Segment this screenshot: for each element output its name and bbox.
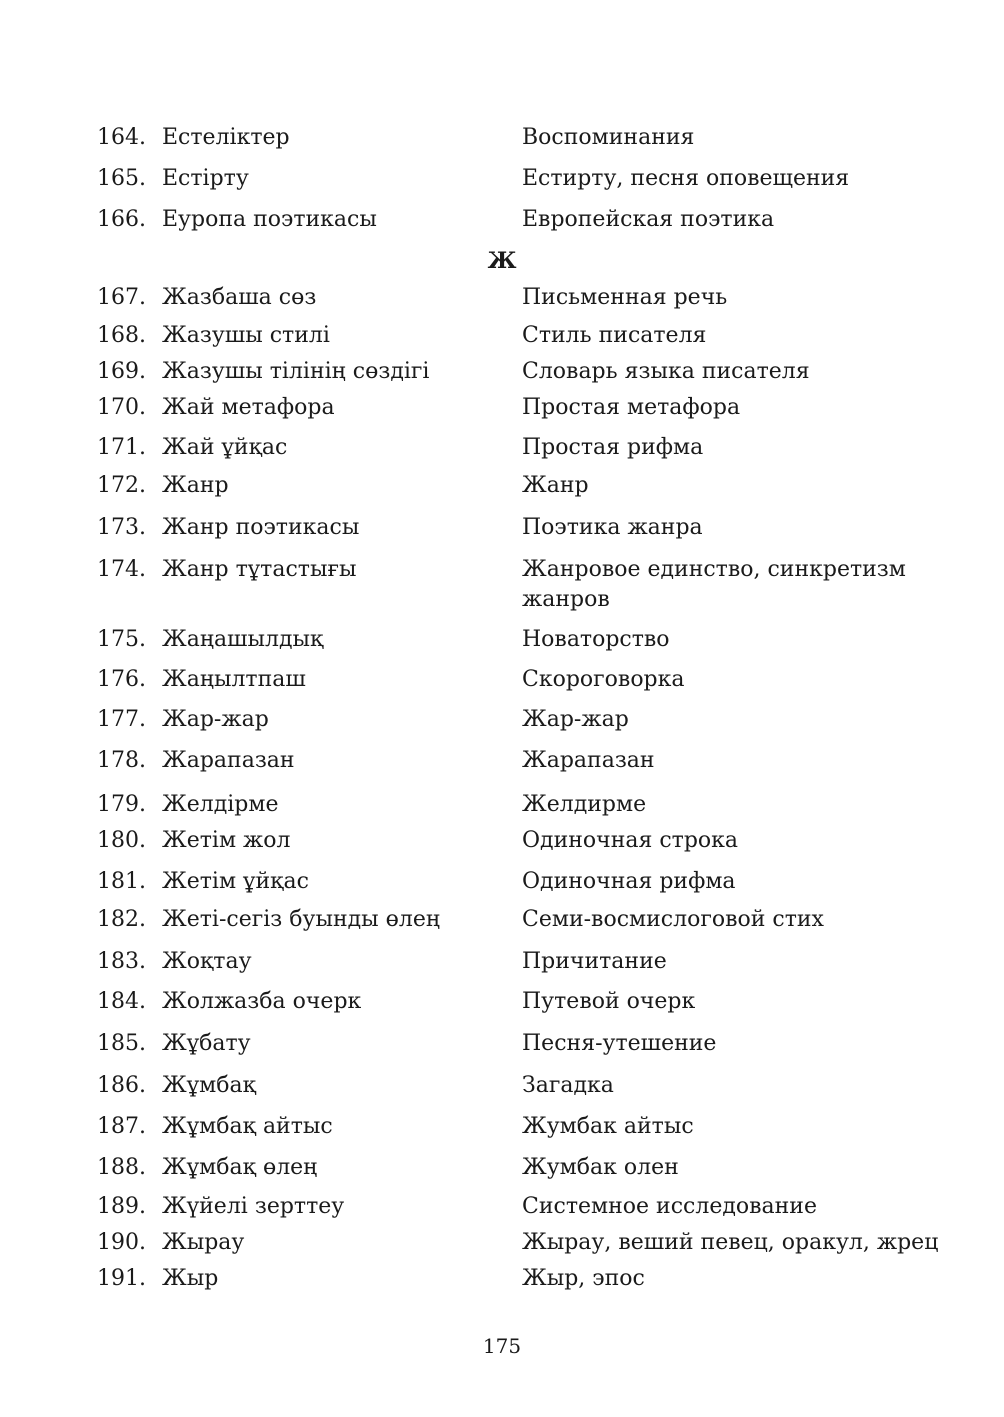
- entry-number: 172.: [97, 473, 146, 498]
- entry-number: 182.: [97, 907, 146, 932]
- entry-term-russian: Жар-жар: [522, 707, 629, 732]
- entry-number: 181.: [97, 869, 146, 894]
- entry-term-russian: Жырау, веший певец, оракул, жрец: [522, 1230, 939, 1255]
- entry-term-russian: Воспоминания: [522, 125, 695, 150]
- entry-term-russian: Естирту, песня оповещения: [522, 166, 850, 191]
- entry-term-kazakh: Жырау: [162, 1230, 245, 1255]
- entry-term-kazakh: Жай метафора: [162, 395, 335, 420]
- entry-term-russian: Причитание: [522, 949, 667, 974]
- entry-number: 179.: [97, 792, 146, 817]
- entry-term-kazakh: Жарапазан: [162, 748, 295, 773]
- entry-number: 166.: [97, 207, 146, 232]
- entry-number: 187.: [97, 1114, 146, 1139]
- entry-number: 174.: [97, 557, 146, 582]
- entry-term-kazakh: Жанр тұтастығы: [162, 557, 357, 582]
- entry-term-russian: Загадка: [522, 1073, 614, 1098]
- entry-term-kazakh: Жұмбақ айтыс: [162, 1114, 333, 1139]
- entry-term-russian: Европейская поэтика: [522, 207, 775, 232]
- entry-term-russian: Словарь языка писателя: [522, 359, 810, 384]
- entry-term-kazakh: Жаңылтпаш: [162, 667, 306, 692]
- entry-term-russian: Жарапазан: [522, 748, 655, 773]
- entry-term-kazakh: Жүйелі зерттеу: [162, 1194, 345, 1219]
- entry-number: 188.: [97, 1155, 146, 1180]
- entry-term-kazakh: Жетім жол: [162, 828, 291, 853]
- entry-number: 183.: [97, 949, 146, 974]
- entry-number: 176.: [97, 667, 146, 692]
- entry-term-kazakh: Жазушы стилі: [162, 323, 330, 348]
- entry-number: 168.: [97, 323, 146, 348]
- entry-number: 165.: [97, 166, 146, 191]
- entry-term-kazakh: Жазушы тілінің сөздігі: [162, 359, 430, 384]
- entry-term-kazakh: Жар-жар: [162, 707, 269, 732]
- entry-term-russian: Жанр: [522, 473, 589, 498]
- entry-term-russian: Простая рифма: [522, 435, 704, 460]
- entry-term-kazakh: Жазбаша сөз: [162, 285, 317, 310]
- entry-term-kazakh: Жоқтау: [162, 949, 252, 974]
- entry-number: 175.: [97, 627, 146, 652]
- entry-term-russian: Жумбак олен: [522, 1155, 679, 1180]
- entry-term-kazakh: Жыр: [162, 1266, 219, 1291]
- entry-term-russian: Одиночная рифма: [522, 869, 736, 894]
- entry-term-russian: Песня-утешение: [522, 1031, 717, 1056]
- entry-term-kazakh: Жұмбақ: [162, 1073, 256, 1098]
- entry-number: 177.: [97, 707, 146, 732]
- entry-term-kazakh: Жанр: [162, 473, 229, 498]
- entry-number: 184.: [97, 989, 146, 1014]
- entry-term-russian: Одиночная строка: [522, 828, 739, 853]
- entry-term-kazakh: Жанр поэтикасы: [162, 515, 360, 540]
- entry-number: 185.: [97, 1031, 146, 1056]
- entry-term-kazakh: Жолжазба очерк: [162, 989, 362, 1014]
- entry-number: 178.: [97, 748, 146, 773]
- entry-term-russian: Жанровое единство, синкретизм жанров: [522, 557, 906, 612]
- entry-term-russian: Поэтика жанра: [522, 515, 703, 540]
- entry-term-kazakh: Жаңашылдық: [162, 627, 324, 652]
- entry-term-russian: Стиль писателя: [522, 323, 707, 348]
- entry-number: 171.: [97, 435, 146, 460]
- entry-term-russian: Письменная речь: [522, 285, 728, 310]
- entry-term-russian: Жыр, эпос: [522, 1266, 645, 1291]
- entry-number: 190.: [97, 1230, 146, 1255]
- page-number: 175: [482, 1334, 522, 1358]
- entry-number: 167.: [97, 285, 146, 310]
- section-letter: Ж: [487, 248, 517, 274]
- entry-term-kazakh: Жұбату: [162, 1031, 251, 1056]
- entry-number: 180.: [97, 828, 146, 853]
- entry-term-kazakh: Естірту: [162, 166, 249, 191]
- entry-number: 164.: [97, 125, 146, 150]
- entry-term-russian: Новаторство: [522, 627, 670, 652]
- entry-term-kazakh: Еуропа поэтикасы: [162, 207, 377, 232]
- entry-term-kazakh: Естеліктер: [162, 125, 290, 150]
- entry-term-russian: Простая метафора: [522, 395, 741, 420]
- entry-term-russian: Скороговорка: [522, 667, 685, 692]
- entry-term-russian: Путевой очерк: [522, 989, 696, 1014]
- entry-term-kazakh: Желдірме: [162, 792, 279, 817]
- entry-number: 191.: [97, 1266, 146, 1291]
- entry-term-kazakh: Жұмбақ өлең: [162, 1155, 318, 1180]
- entry-term-russian: Желдирме: [522, 792, 647, 817]
- entry-term-russian: Жумбак айтыс: [522, 1114, 694, 1139]
- entry-term-kazakh: Жеті-сегіз буынды өлең: [162, 907, 441, 932]
- entry-term-kazakh: Жетім ұйқас: [162, 869, 309, 894]
- entry-term-kazakh: Жай ұйқас: [162, 435, 288, 460]
- entry-number: 169.: [97, 359, 146, 384]
- entry-term-russian: Системное исследование: [522, 1194, 817, 1219]
- entry-term-russian: Семи-восмислоговой стих: [522, 907, 824, 932]
- entry-number: 186.: [97, 1073, 146, 1098]
- entry-number: 189.: [97, 1194, 146, 1219]
- entry-number: 173.: [97, 515, 146, 540]
- entry-number: 170.: [97, 395, 146, 420]
